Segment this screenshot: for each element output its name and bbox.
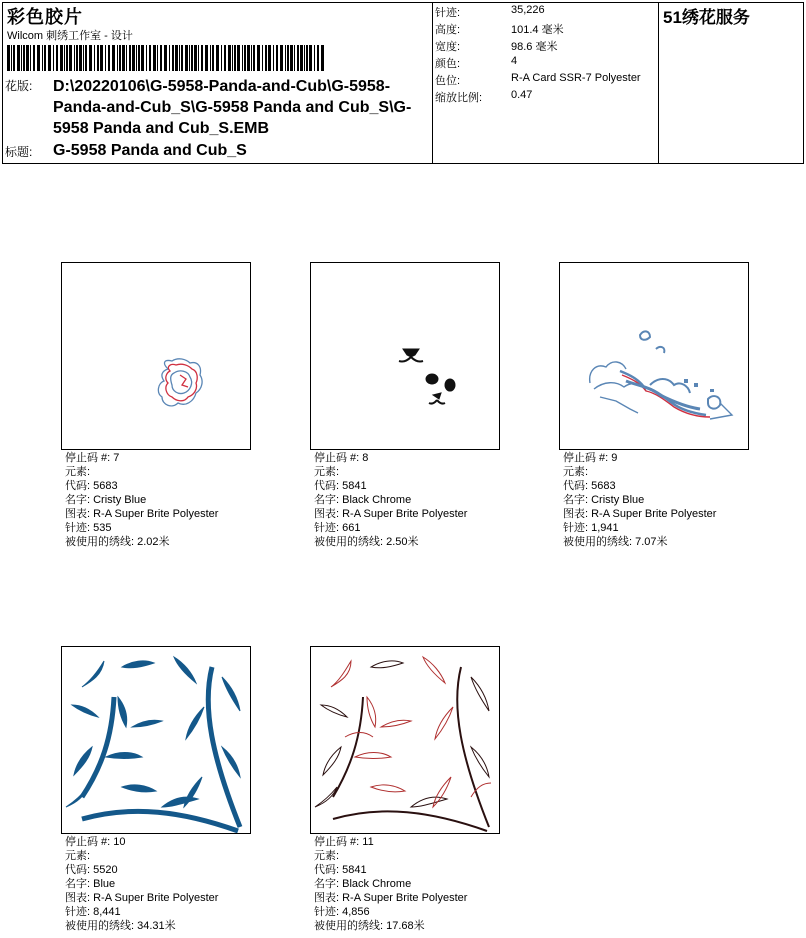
- design-stats-panel: [433, 3, 659, 163]
- stop-preview-frame: [310, 646, 500, 834]
- stop-info: [65, 835, 218, 933]
- stat-label: 宽度:: [435, 41, 461, 53]
- design-header: [2, 2, 804, 164]
- stat-value: 0.47: [511, 89, 533, 101]
- stop-chart: 图表: R-A Super Brite Polyester: [563, 508, 717, 520]
- stat-label: 色位:: [435, 75, 461, 87]
- stop-code: 代码: 5841: [314, 864, 367, 876]
- stop-number: 停止码 #: 8: [314, 452, 369, 464]
- header-left-panel: [3, 3, 433, 163]
- stop-thread-used: 被使用的绣线: 7.07米: [563, 536, 668, 548]
- company-panel: [659, 3, 803, 163]
- stop-color-name: 名字: Black Chrome: [314, 878, 412, 890]
- title-value: G-5958 Panda and Cub_S: [53, 142, 247, 159]
- stop-info: [314, 835, 467, 933]
- design-path: D:\20220106\G-5958-Panda-and-Cub\G-5958-Panda-and-Cub_S\G-5958 Panda and Cub_S\G-5958 Panda and Cub_S.EMB: [53, 78, 412, 137]
- stop-element: 元素:: [65, 850, 91, 862]
- stop-chart: 图表: R-A Super Brite Polyester: [65, 892, 219, 904]
- stop-stitches: 针迹: 661: [314, 522, 361, 534]
- stat-label: 缩放比例:: [435, 92, 483, 104]
- stat-label: 颜色:: [435, 58, 461, 70]
- stop-code: 代码: 5683: [563, 480, 616, 492]
- stop-thread-used: 被使用的绣线: 34.31米: [65, 920, 176, 932]
- stop-element: 元素:: [65, 466, 91, 478]
- stop-color-name: 名字: Black Chrome: [314, 494, 412, 506]
- stop-color-name: 名字: Blue: [65, 878, 116, 890]
- stat-value: R-A Card SSR-7 Polyester: [511, 72, 641, 84]
- bamboo-outline-preview-icon: [311, 647, 499, 833]
- stop-info: [314, 451, 467, 549]
- stop-info: [563, 451, 716, 549]
- stop-element: 元素:: [314, 850, 340, 862]
- stop-thread-used: 被使用的绣线: 2.50米: [314, 536, 419, 548]
- stop-chart: 图表: R-A Super Brite Polyester: [65, 508, 219, 520]
- stop-thread-used: 被使用的绣线: 2.02米: [65, 536, 170, 548]
- stop-preview-frame: [61, 262, 251, 450]
- stop-number: 停止码 #: 9: [563, 452, 618, 464]
- stop-stitches: 针迹: 4,856: [314, 906, 370, 918]
- stop-number: 停止码 #: 7: [65, 452, 120, 464]
- stat-value: 98.6 毫米: [511, 41, 558, 53]
- bamboo-fill-preview-icon: [62, 647, 250, 833]
- stop-preview-frame: [559, 262, 749, 450]
- stop-stitches: 针迹: 8,441: [65, 906, 121, 918]
- stop-info: [65, 451, 218, 549]
- stop-code: 代码: 5841: [314, 480, 367, 492]
- stop-number: 停止码 #: 11: [314, 836, 374, 848]
- app-subtitle: Wilcom 刺绣工作室 - 设计: [7, 30, 133, 42]
- stop-thread-used: 被使用的绣线: 17.68米: [314, 920, 425, 932]
- stop-preview-frame: [310, 262, 500, 450]
- panda-outline-preview-icon: [560, 263, 748, 449]
- stop-number: 停止码 #: 10: [65, 836, 126, 848]
- stop-chart: 图表: R-A Super Brite Polyester: [314, 508, 468, 520]
- stop-element: 元素:: [563, 466, 589, 478]
- stop-stitches: 针迹: 535: [65, 522, 112, 534]
- stat-label: 高度:: [435, 24, 461, 36]
- stop-code: 代码: 5683: [65, 480, 118, 492]
- stop-color-name: 名字: Cristy Blue: [65, 494, 147, 506]
- stop-code: 代码: 5520: [65, 864, 118, 876]
- app-title: 彩色胶片: [7, 7, 83, 27]
- barcode-icon: [7, 45, 325, 71]
- design-label: 花版:: [5, 79, 33, 93]
- company-name: 51绣花服务: [663, 8, 750, 27]
- stop-chart: 图表: R-A Super Brite Polyester: [314, 892, 468, 904]
- stop-preview-frame: [61, 646, 251, 834]
- stop-element: 元素:: [314, 466, 340, 478]
- stat-value: 4: [511, 55, 518, 67]
- stop-color-name: 名字: Cristy Blue: [563, 494, 645, 506]
- panda-face-preview-icon: [311, 263, 499, 449]
- stat-label: 针迹:: [435, 7, 461, 19]
- title-label: 标题:: [5, 145, 33, 159]
- stat-value: 35,226: [511, 4, 545, 16]
- thread-ring-preview-icon: [62, 263, 250, 449]
- stop-stitches: 针迹: 1,941: [563, 522, 619, 534]
- stat-value: 101.4 毫米: [511, 24, 564, 36]
